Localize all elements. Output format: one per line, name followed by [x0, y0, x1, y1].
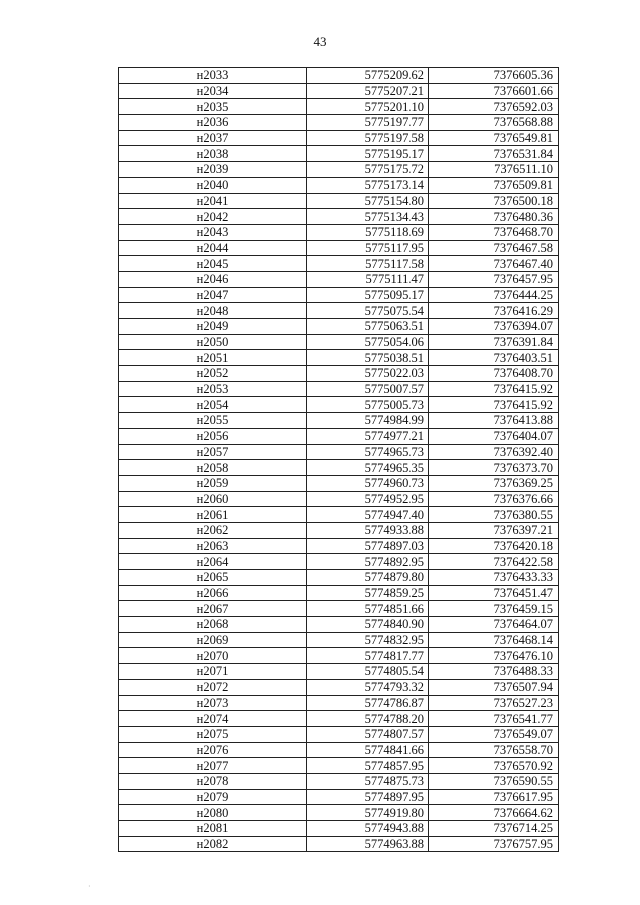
x-coordinate-cell: 5775175.72: [307, 162, 429, 178]
point-id-cell: н2039: [119, 162, 307, 178]
y-coordinate-cell: 7376415.92: [429, 381, 559, 397]
table-row: [119, 271, 559, 287]
x-coordinate-cell: 5774947.40: [307, 507, 429, 523]
coordinates-table-body: [119, 68, 559, 852]
point-id-cell: н2035: [119, 99, 307, 115]
y-coordinate-cell: 7376757.95: [429, 836, 559, 852]
point-id-cell: н2081: [119, 821, 307, 837]
point-id-cell: н2037: [119, 130, 307, 146]
y-coordinate-cell: 7376444.25: [429, 287, 559, 303]
x-coordinate-cell: 5774933.88: [307, 522, 429, 538]
point-id-cell: н2065: [119, 570, 307, 586]
table-row: [119, 570, 559, 586]
point-id-cell: н2050: [119, 334, 307, 350]
table-row: [119, 162, 559, 178]
x-coordinate-cell: 5774793.32: [307, 679, 429, 695]
point-id-cell: н2033: [119, 68, 307, 84]
point-id-cell: н2061: [119, 507, 307, 523]
point-id-cell: н2068: [119, 617, 307, 633]
x-coordinate-cell: 5774897.95: [307, 789, 429, 805]
x-coordinate-cell: 5774859.25: [307, 585, 429, 601]
x-coordinate-cell: 5775197.77: [307, 115, 429, 131]
y-coordinate-cell: 7376459.15: [429, 601, 559, 617]
x-coordinate-cell: 5774786.87: [307, 695, 429, 711]
x-coordinate-cell: 5774943.88: [307, 821, 429, 837]
point-id-cell: н2054: [119, 397, 307, 413]
table-row: [119, 507, 559, 523]
point-id-cell: н2044: [119, 240, 307, 256]
x-coordinate-cell: 5774805.54: [307, 664, 429, 680]
x-coordinate-cell: 5774965.35: [307, 460, 429, 476]
point-id-cell: н2046: [119, 271, 307, 287]
point-id-cell: н2071: [119, 664, 307, 680]
x-coordinate-cell: 5774807.57: [307, 726, 429, 742]
x-coordinate-cell: 5775005.73: [307, 397, 429, 413]
y-coordinate-cell: 7376408.70: [429, 366, 559, 382]
point-id-cell: н2036: [119, 115, 307, 131]
y-coordinate-cell: 7376464.07: [429, 617, 559, 633]
point-id-cell: н2078: [119, 773, 307, 789]
point-id-cell: н2082: [119, 836, 307, 852]
table-row: [119, 287, 559, 303]
point-id-cell: н2073: [119, 695, 307, 711]
x-coordinate-cell: 5775095.17: [307, 287, 429, 303]
x-coordinate-cell: 5775117.95: [307, 240, 429, 256]
table-row: [119, 726, 559, 742]
y-coordinate-cell: 7376480.36: [429, 209, 559, 225]
table-row: [119, 413, 559, 429]
point-id-cell: н2072: [119, 679, 307, 695]
point-id-cell: н2038: [119, 146, 307, 162]
table-row: [119, 522, 559, 538]
point-id-cell: н2059: [119, 475, 307, 491]
table-row: [119, 177, 559, 193]
y-coordinate-cell: 7376511.10: [429, 162, 559, 178]
table-row: [119, 350, 559, 366]
y-coordinate-cell: 7376392.40: [429, 444, 559, 460]
x-coordinate-cell: 5774879.80: [307, 570, 429, 586]
table-row: [119, 146, 559, 162]
y-coordinate-cell: 7376601.66: [429, 83, 559, 99]
table-row: [119, 115, 559, 131]
x-coordinate-cell: 5775022.03: [307, 366, 429, 382]
x-coordinate-cell: 5774840.90: [307, 617, 429, 633]
page-number: 43: [313, 34, 327, 49]
y-coordinate-cell: 7376488.33: [429, 664, 559, 680]
x-coordinate-cell: 5774919.80: [307, 805, 429, 821]
table-row: [119, 381, 559, 397]
y-coordinate-cell: 7376549.81: [429, 130, 559, 146]
x-coordinate-cell: 5774892.95: [307, 554, 429, 570]
table-row: [119, 679, 559, 695]
y-coordinate-cell: 7376476.10: [429, 648, 559, 664]
x-coordinate-cell: 5774788.20: [307, 711, 429, 727]
x-coordinate-cell: 5775117.58: [307, 256, 429, 272]
table-row: [119, 256, 559, 272]
y-coordinate-cell: 7376570.92: [429, 758, 559, 774]
y-coordinate-cell: 7376664.62: [429, 805, 559, 821]
table-row: [119, 460, 559, 476]
x-coordinate-cell: 5774857.95: [307, 758, 429, 774]
x-coordinate-cell: 5775134.43: [307, 209, 429, 225]
table-row: [119, 695, 559, 711]
y-coordinate-cell: 7376617.95: [429, 789, 559, 805]
x-coordinate-cell: 5775007.57: [307, 381, 429, 397]
x-coordinate-cell: 5774977.21: [307, 428, 429, 444]
point-id-cell: н2067: [119, 601, 307, 617]
point-id-cell: н2060: [119, 491, 307, 507]
point-id-cell: н2064: [119, 554, 307, 570]
y-coordinate-cell: 7376403.51: [429, 350, 559, 366]
table-row: [119, 475, 559, 491]
y-coordinate-cell: 7376420.18: [429, 538, 559, 554]
y-coordinate-cell: 7376500.18: [429, 193, 559, 209]
point-id-cell: н2045: [119, 256, 307, 272]
table-row: [119, 428, 559, 444]
x-coordinate-cell: 5775038.51: [307, 350, 429, 366]
point-id-cell: н2063: [119, 538, 307, 554]
point-id-cell: н2055: [119, 413, 307, 429]
table-row: [119, 836, 559, 852]
y-coordinate-cell: 7376605.36: [429, 68, 559, 84]
table-row: [119, 68, 559, 84]
scan-mark: ·: [88, 882, 91, 891]
x-coordinate-cell: 5774875.73: [307, 773, 429, 789]
table-row: [119, 554, 559, 570]
x-coordinate-cell: 5774984.99: [307, 413, 429, 429]
table-row: [119, 585, 559, 601]
table-row: [119, 319, 559, 335]
y-coordinate-cell: 7376380.55: [429, 507, 559, 523]
y-coordinate-cell: 7376369.25: [429, 475, 559, 491]
point-id-cell: н2057: [119, 444, 307, 460]
x-coordinate-cell: 5775173.14: [307, 177, 429, 193]
y-coordinate-cell: 7376397.21: [429, 522, 559, 538]
y-coordinate-cell: 7376416.29: [429, 303, 559, 319]
x-coordinate-cell: 5775195.17: [307, 146, 429, 162]
table-row: [119, 366, 559, 382]
y-coordinate-cell: 7376394.07: [429, 319, 559, 335]
point-id-cell: н2043: [119, 224, 307, 240]
point-id-cell: н2051: [119, 350, 307, 366]
point-id-cell: н2066: [119, 585, 307, 601]
y-coordinate-cell: 7376415.92: [429, 397, 559, 413]
x-coordinate-cell: 5775201.10: [307, 99, 429, 115]
y-coordinate-cell: 7376413.88: [429, 413, 559, 429]
table-row: [119, 83, 559, 99]
table-row: [119, 538, 559, 554]
x-coordinate-cell: 5775054.06: [307, 334, 429, 350]
x-coordinate-cell: 5775075.54: [307, 303, 429, 319]
x-coordinate-cell: 5775063.51: [307, 319, 429, 335]
y-coordinate-cell: 7376568.88: [429, 115, 559, 131]
table-row: [119, 632, 559, 648]
table-row: [119, 711, 559, 727]
x-coordinate-cell: 5774960.73: [307, 475, 429, 491]
y-coordinate-cell: 7376468.70: [429, 224, 559, 240]
x-coordinate-cell: 5774832.95: [307, 632, 429, 648]
table-row: [119, 397, 559, 413]
y-coordinate-cell: 7376422.58: [429, 554, 559, 570]
y-coordinate-cell: 7376451.47: [429, 585, 559, 601]
point-id-cell: н2042: [119, 209, 307, 225]
point-id-cell: н2077: [119, 758, 307, 774]
y-coordinate-cell: 7376376.66: [429, 491, 559, 507]
point-id-cell: н2075: [119, 726, 307, 742]
table-row: [119, 742, 559, 758]
x-coordinate-cell: 5774897.03: [307, 538, 429, 554]
y-coordinate-cell: 7376457.95: [429, 271, 559, 287]
y-coordinate-cell: 7376507.94: [429, 679, 559, 695]
y-coordinate-cell: 7376509.81: [429, 177, 559, 193]
y-coordinate-cell: 7376467.58: [429, 240, 559, 256]
x-coordinate-cell: 5774952.95: [307, 491, 429, 507]
point-id-cell: н2052: [119, 366, 307, 382]
point-id-cell: н2056: [119, 428, 307, 444]
table-row: [119, 303, 559, 319]
y-coordinate-cell: 7376541.77: [429, 711, 559, 727]
table-row: [119, 444, 559, 460]
x-coordinate-cell: 5775197.58: [307, 130, 429, 146]
table-row: [119, 789, 559, 805]
table-row: [119, 130, 559, 146]
table-row: [119, 821, 559, 837]
point-id-cell: н2053: [119, 381, 307, 397]
y-coordinate-cell: 7376531.84: [429, 146, 559, 162]
y-coordinate-cell: 7376549.07: [429, 726, 559, 742]
table-row: [119, 209, 559, 225]
point-id-cell: н2034: [119, 83, 307, 99]
y-coordinate-cell: 7376592.03: [429, 99, 559, 115]
y-coordinate-cell: 7376714.25: [429, 821, 559, 837]
point-id-cell: н2079: [119, 789, 307, 805]
point-id-cell: н2074: [119, 711, 307, 727]
point-id-cell: н2080: [119, 805, 307, 821]
point-id-cell: н2058: [119, 460, 307, 476]
y-coordinate-cell: 7376373.70: [429, 460, 559, 476]
table-row: [119, 193, 559, 209]
table-row: [119, 491, 559, 507]
table-row: [119, 805, 559, 821]
y-coordinate-cell: 7376404.07: [429, 428, 559, 444]
x-coordinate-cell: 5774817.77: [307, 648, 429, 664]
table-row: [119, 99, 559, 115]
x-coordinate-cell: 5775207.21: [307, 83, 429, 99]
x-coordinate-cell: 5774841.66: [307, 742, 429, 758]
y-coordinate-cell: 7376527.23: [429, 695, 559, 711]
table-row: [119, 224, 559, 240]
point-id-cell: н2062: [119, 522, 307, 538]
x-coordinate-cell: 5774963.88: [307, 836, 429, 852]
point-id-cell: н2048: [119, 303, 307, 319]
x-coordinate-cell: 5775118.69: [307, 224, 429, 240]
table-row: [119, 758, 559, 774]
table-row: [119, 664, 559, 680]
point-id-cell: н2076: [119, 742, 307, 758]
x-coordinate-cell: 5774965.73: [307, 444, 429, 460]
table-row: [119, 240, 559, 256]
point-id-cell: н2069: [119, 632, 307, 648]
x-coordinate-cell: 5775154.80: [307, 193, 429, 209]
table-row: [119, 334, 559, 350]
table-row: [119, 773, 559, 789]
point-id-cell: н2070: [119, 648, 307, 664]
x-coordinate-cell: 5775111.47: [307, 271, 429, 287]
table-row: [119, 601, 559, 617]
point-id-cell: н2049: [119, 319, 307, 335]
table-row: [119, 648, 559, 664]
y-coordinate-cell: 7376590.55: [429, 773, 559, 789]
y-coordinate-cell: 7376468.14: [429, 632, 559, 648]
point-id-cell: н2041: [119, 193, 307, 209]
point-id-cell: н2047: [119, 287, 307, 303]
y-coordinate-cell: 7376467.40: [429, 256, 559, 272]
y-coordinate-cell: 7376433.33: [429, 570, 559, 586]
x-coordinate-cell: 5775209.62: [307, 68, 429, 84]
coordinates-table: [118, 67, 559, 852]
x-coordinate-cell: 5774851.66: [307, 601, 429, 617]
table-row: [119, 617, 559, 633]
point-id-cell: н2040: [119, 177, 307, 193]
y-coordinate-cell: 7376391.84: [429, 334, 559, 350]
y-coordinate-cell: 7376558.70: [429, 742, 559, 758]
